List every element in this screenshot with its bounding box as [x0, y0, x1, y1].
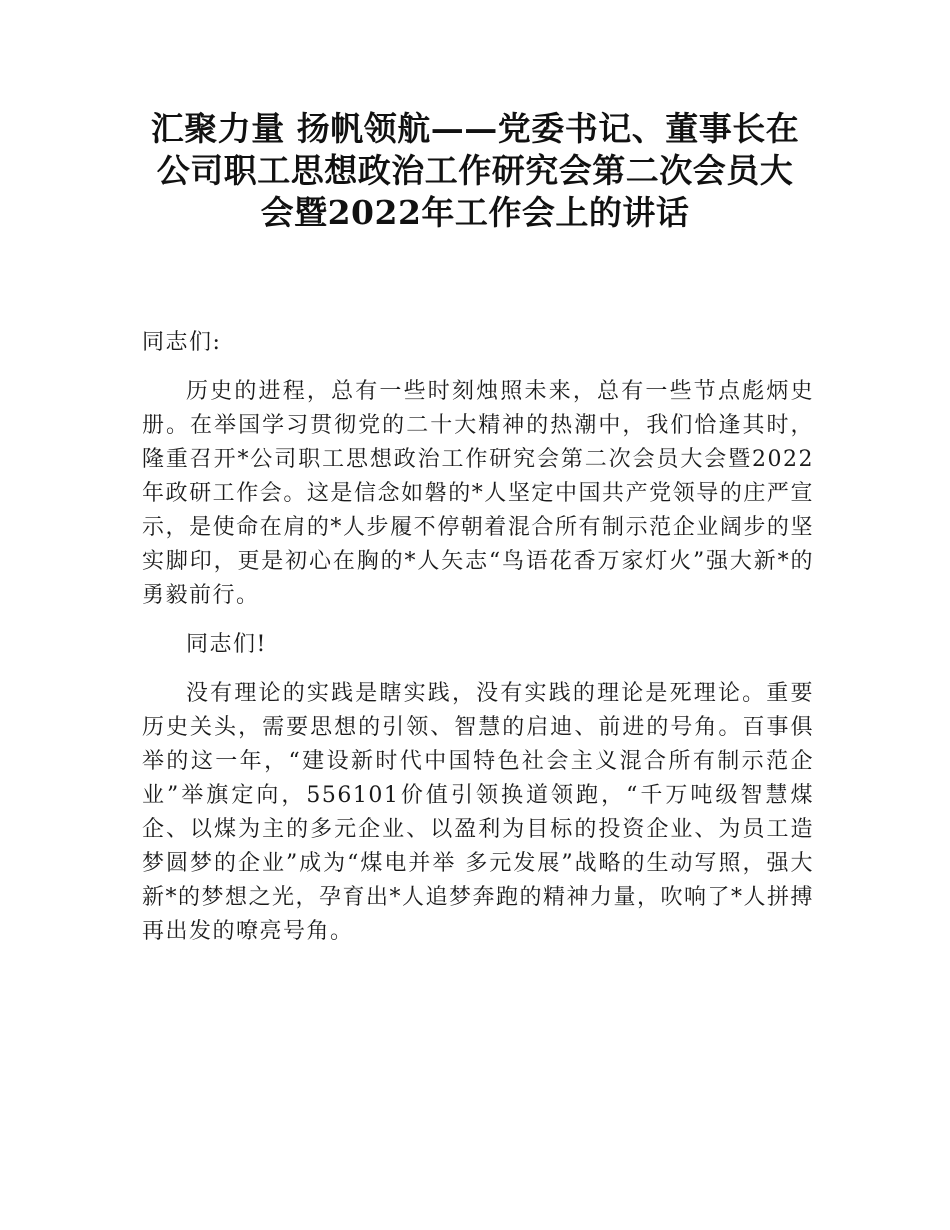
paragraph-1: 历史的进程，总有一些时刻烛照未来，总有一些节点彪炳史册。在举国学习贯彻党的二十大精神的热潮中，我们恰逢其时，隆重召开*公司职工思想政治工作研究会第二次会员大会暨2022年政研工作会。这是信念如磐的*人坚定中国共产党领导的庄严宣示，是使命在肩的*人步履不停朝着混合所有制示范企业阔步的坚实脚印，更是初心在胸的*人矢志“鸟语花香万家灯火”强大新*的勇毅前行。 [142, 379, 814, 608]
salutation: 同志们: [142, 330, 222, 355]
title-line-1: 汇聚力量 扬帆领航——党委书记、董事长在 [150, 109, 800, 148]
title-line-3: 会暨2022年工作会上的讲话 [260, 193, 690, 232]
title-line-2: 公司职工思想政治工作研究会第二次会员大 [156, 151, 794, 190]
paragraph-3: 没有理论的实践是瞎实践，没有实践的理论是死理论。重要历史关头，需要思想的引领、智慧的启迪、前进的号角。百事俱举的这一年，“建设新时代中国特色社会主义混合所有制示范企业”举旗定向，556101价值引领换道领跑，“千万吨级智慧煤企、以煤为主的多元企业、以盈利为目标的投资企业、为员工造梦圆梦的企业”成为“煤电并举 多元发展”战略的生动写照，强大新*的梦想之光，孕育出*人追梦奔跑的精神力量，吹响了*人拼搏再出发的嘹亮号角。 [142, 681, 815, 944]
document-body [142, 326, 814, 949]
document-title [120, 108, 830, 234]
paragraph-2: 同志们! [186, 632, 267, 657]
